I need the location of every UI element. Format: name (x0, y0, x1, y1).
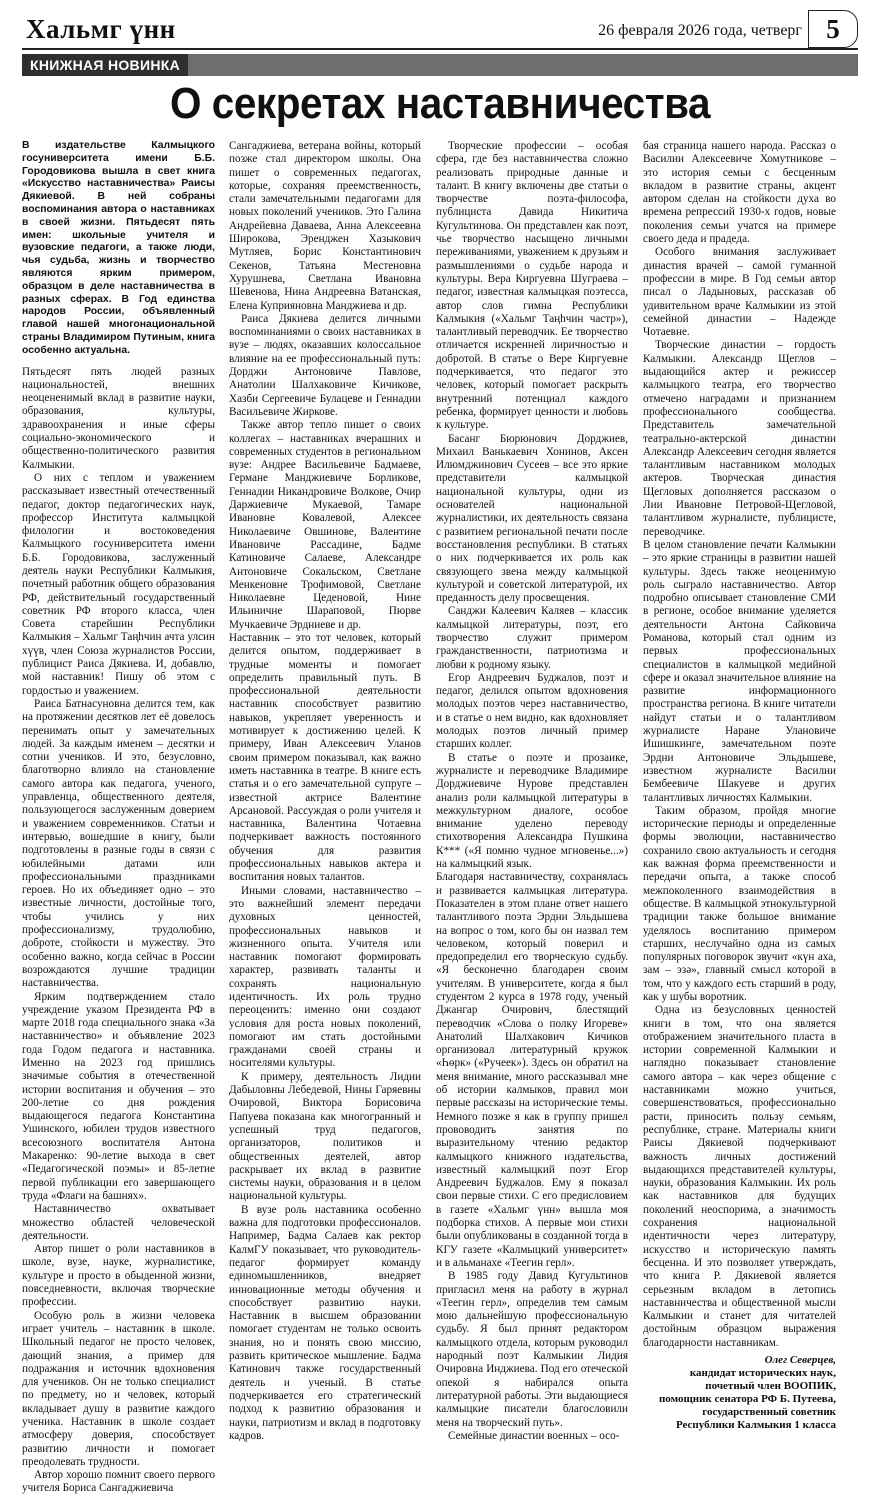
issue-date: 26 февраля 2026 года, четверг (598, 22, 802, 39)
paper-name: Хальмг үнн (26, 14, 176, 44)
author-title: помощник сенатора РФ Б. Путеева, (658, 1393, 836, 1406)
paragraph: О них с теплом и уважением рассказывает известный отечественный педагог, доктор педагогических наук, профессор Института калмыцкой филологии и востоковедения Калмыцкого госуниверситета имени Б.Б. Городовикова, заслуженный деятель науки Республики Калмыкия, почетный работник общего образования РФ, действительный государственный советник РФ второго класса, член Совета старейшин Республики Калмыкия – Хальмг Таңһчин ачта улсин хүүв, член Союза журналистов России, публицист Раиса Дякиева. И, добавлю, мой наставник! Пишу об этом с гордостью и уважением. (22, 471, 215, 697)
paragraph: Автор пишет о роли наставников в школе, вузе, науке, журналистике, культуре и просто в обыденной жизни, повседневности, включая творческие профессии. (22, 1243, 215, 1309)
page-number: 5 (826, 14, 840, 44)
article-headline: О секретах наставничества (169, 79, 711, 128)
paragraph: Автор хорошо помнит своего первого учителя Бориса Сангаджиевича (22, 1469, 215, 1495)
paragraph: Одна из безусловных ценностей книги в том, что она является отображением значительного пласта в истории современной Калмыкии и наглядно показывает становление самого автора – как через общение с наставниками можно учиться, совершенствоваться, профессионально расти, приносить пользу семьям, республике, стране. Материалы книги Раисы Дякиевой подчеркивают важность личных достижений выдающихся представителей культуры, науки, образования Калмыкии. Их роль как наставников для будущих поколений неоспорима, а значимость сохранения национальной идентичности через литературу, искусство и историческую память бесценна. И это позволяет утверждать, что книга Р. Дякиевой является серьезным вкладом в летопись наставничества и общественной мысли Калмыкии и станет для читателей достойным образцом выражения благодарности наставникам. (643, 1004, 836, 1349)
author-title: почетный член ВООПИК, (705, 1380, 836, 1393)
paragraph: бая страница нашего народа. Рассказ о Василии Алексеевиче Хомутникове – это история семьи с бесценным вкладом в развитие страны, акцент автором сделан на стойкости духа во времена репрессий 1930-х годов, новые поколения семьи учатся на примере своего деда и прадеда. (643, 140, 836, 246)
rubric-band (22, 54, 858, 76)
paragraph: Особую роль в жизни человека играет учитель – наставник в школе. Школьный педагог не просто человек, дающий знания, а пример для подражания и источник вдохновения для учеников. Он не только специалист по предмету, но и человек, который вкладывает душу в развитие каждого ученика. Наставник в школе создает атмосферу доверия, способствует развитию личности и помогает преодолевать трудности. (22, 1309, 215, 1468)
paragraph: Особого внимания заслуживает династия врачей – самой гуманной профессии в мире. В Год семьи автор писал о Ладыновых, рассказав об удивительном враче Калмыкии из этой семейной династии – Надежде Чотаевне. (643, 246, 836, 339)
paragraph: Иными словами, наставничество – это важнейший элемент передачи духовных ценностей, профессиональных навыков и жизненного опыта. Учителя или наставник помогают формировать характер, развивать таланты и сохранять национальную идентичность. Их роль трудно переоценить: именно они создают условия для роста новых поколений, помогают им стать достойными гражданами своей страны и носителями культуры. (229, 884, 421, 1070)
author-title: государственный советник Республики Калмыкия 1 класса (675, 1406, 836, 1432)
page-number-tab (808, 10, 858, 48)
paragraph: Санджи Калеевич Каляев – классик калмыцкой литературы, поэт, его творчество служит примером гражданственности, патриотизма и любви к родному языку. (436, 605, 628, 671)
paragraph: Семейные династии военных – осо- (448, 1429, 620, 1442)
author-title: кандидат исторических наук, (689, 1367, 836, 1380)
paragraph: Басанг Бюрюнович Дорджиев, Михаил Ванькаевич Хонинов, Аксен Илюмджинович Сусеев – все это яркие представители калмыцкой национальной культуры, одни из основателей национальной журналистики, их деятельность связана с развитием региональной печати после восстановления республики. В статьях о них подчеркивается их роль как связующего звена между калмыцкой культурой и советской литературой, их преданность делу просвещения. (436, 432, 628, 605)
paragraph: Наставничество охватывает множество областей человеческой деятельности. (22, 1203, 215, 1242)
article-column-1 (22, 140, 215, 1495)
masthead (22, 10, 858, 48)
paragraph: Таким образом, пройдя многие исторические периоды и определенные формы эволюции, наставничество сохранило свою актуальность и сегодня как важная форма преемственности и передачи опыта, а также способ межпоколенного взаимодействия в обществе. В калмыцкой этнокультурной традиции также большое внимание уделялось воспитанию примером старших, неслучайно одна из самых популярных поговорок звучит «күн аха, зам – эзә», главный смысл которой в том, что у каждого есть старший в роду, как у шубы воротник. (643, 804, 836, 1003)
paragraph: Раиса Дякиева делится личными воспоминаниями о своих наставниках в вузе – людях, оказавших колоссальное влияние на ее профессиональный путь: Дорджи Антоновиче Павлове, Анатолии Шалхаковиче Кичикове, Хазби Сергеевиче Булацеве и Геннадии Васильевиче Жиркове. (229, 312, 421, 418)
paragraph: В вузе роль наставника особенно важна для подготовки профессионалов. Например, Бадма Салаев как ректор КалмГУ показывает, что руководитель-педагог формирует команду единомышленников, внедряет инновационные методы обучения и способствует развитию науки. Наставник в высшем образовании помогает студентам не только освоить знания, но и понять свою миссию, развить критическое мышление. Бадма Катинович также государственный деятель и ученый. В статье подчеркивается его стратегический подход к развитию образования и науки, патриотизм и вклад в подготовку кадров. (229, 1203, 421, 1442)
paragraph: Наставник – это тот человек, который делится опытом, поддерживает в трудные моменты и помогает определить правильный путь. В профессиональной деятельности наставник способствует развитию навыков, укрепляет уверенность и мотивирует к достижению целей. К примеру, Иван Алексеевич Уланов своим примером показывал, как важно иметь наставника в театре. В книге есть статья и о его замечательной супруге – известной актрисе Валентине Арсановой. Рассуждая о роли учителя и наставника, Валентина Чотаевна подчеркивает важность постоянного обучения для развития профессиональных навыков актера и воспитания новых талантов. (229, 631, 421, 884)
article-column-2 (229, 140, 421, 1442)
paragraph: Благодаря наставничеству, сохранялась и развивается калмыцкая литература. Показателен в этом плане ответ нашего талантливого поэта Эрдни Эльдышева на вопрос о том, кого бы он назвал тем человеком, который поверил и предопределил его творческую судьбу. «Я бесконечно благодарен своим учителям. В университете, когда я был студентом 2 курса в 1978 году, ученый Джангар Очирович, блестящий переводчик «Слова о полку Игореве» Анатолий Шалхакович Кичиков организовал литературный кружок «Һөрк» («Ручеек»). Здесь он обратил на меня внимание, много рассказывал мне об истории калмыков, правил мои первые рассказы на исторические темы. Немного позже я как в группу пришел прововодить занятия по выразительному чтению редактор калмыцкого книжного издательства, известный калмыцкий поэт Егор Андреевич Буджалов. Ему я показал свои первые стихи. С его предисловием в газете «Хальмг үнн» вышла моя подборка стихов. А первые мои стихи были опубликованы в созданной тогда в КГУ газете «Калмыцкий университет» и в альманахе «Теегин герл». (436, 871, 628, 1269)
article-lead: В издательстве Калмыцкого госуниверситета имени Б.Б. Городовикова вышла в свет книга «Искусство наставничества» Раисы Дякиевой. В ней собраны воспоминания автора о наставниках в своей жизни. Пятьдесят пять имен: школьные учителя и вузовские педагоги, а также люди, чья судьба, жизнь и творчество являются ярким примером, образцом в деле наставничества в разных сферах. В Год единства народов России, объявленный главой нашей многонациональной страны Владимиром Путиным, книга особенно актуальна. (22, 140, 215, 356)
paragraph: В 1985 году Давид Кугультинов пригласил меня на работу в журнал «Теегин герл», определив тем самым мою дальнейшую профессиональную судьбу. Я был принят редактором калмыцкого отдела, которым руководил народный поэт Калмыкии Лидия Очировна Инджиева. Под его отеческой опекой я набирался опыта литературной работы. Эти выдающиеся калмыцкие писатели благословили меня на творческий путь». (436, 1270, 628, 1429)
article-column-4 (643, 140, 836, 1432)
paragraph: К примеру, деятельность Лидии Дабыловны Лебедевой, Нины Гаряевны Очировой, Виктора Борисовича Папуева показана как многогранный и успешный труд педагогов, организаторов, политиков и общественных деятелей, автор раскрывает их вклад в развитие системы науки, образования и в целом национальной культуры. (229, 1070, 421, 1203)
masthead-rule (22, 48, 858, 50)
rubric-label: КНИЖНАЯ НОВИНКА (22, 54, 188, 76)
paragraph: В статье о поэте и прозаике, журналисте и переводчике Владимире Дорджиевиче Нурове представлен анализ роли калмыцкой литературы в межкультурном диалоге, особое внимание уделено переводу стихотворения Александра Пушкина К*** («Я помню чудное мгновенье...») на калмыцкий язык. (436, 751, 628, 871)
author-signature (643, 1354, 836, 1432)
author-name: Олег Северцев, (764, 1354, 836, 1367)
article-column-3 (436, 140, 628, 1442)
paragraph: Творческие профессии – особая сфера, где без наставничества сложно реализовать природные данные и талант. В книгу включены две статьи о творчестве поэта-философа, публициста Давида Никитича Кугультинова. Он представлен как поэт, чье творчество насыщено личными переживаниями, уважением к друзьям и размышлениями о судьбе народа и культуры. Вера Киргуевна Шуграева – педагог, известная калмыцкая поэтесса, автор слов гимна Республики Калмыкия («Хальмг Таңһчин частр»), талантливый переводчик. Ее творчество отличается искренней лиричностью и добротой. В статье о Вере Киргуевне подчеркивается, что педагог это человек, который помогает раскрыть внутренний потенциал каждого ребенка, формирует ценности и любовь к культуре. (436, 140, 628, 432)
paragraph: Ярким подтверждением стало учреждение указом Президента РФ в марте 2018 года специального знака «За наставничество» и объявление 2023 года Годом педагога и наставника. Именно на 2023 год пришлись значимые события в отечественной истории воспитания и обучения – это 200-летие со дня рождения выдающегося педагога Константина Ушинского, юбилеи трудов известного всесоюзного воспитателя Антона Макаренко: 90-летие выхода в свет «Педагогической поэмы» и 85-летие первой публикации его завершающего труда «Флаги на башнях». (22, 990, 215, 1202)
paragraph: В целом становление печати Калмыкии – это яркие страницы в развитии нашей культуры. Здесь также неоценимую роль сыграло наставничество. Автор подробно описывает становление СМИ в регионе, особое внимание уделяется деятельности Антона Сайковича Романова, который стал одним из первых профессиональных специалистов в калмыцкой медийной сфере и оказал значительное влияние на развитие информационного пространства региона. В книге читатели найдут статьи и о талантливом журналисте Наране Улановиче Ишишкинге, замечательном поэте Эрдни Антоновиче Эльдышеве, известном журналисте Василии Бембеевиче Шакуеве и других талантливых личностях Калмыкии. (643, 538, 836, 804)
paragraph: Творческие династии – гордость Калмыкии. Александр Щеглов – выдающийся актер и режиссер калмыцкого театра, его творчество отмечено наградами и признанием профессионального сообщества. Представитель замечательной театрально-актерской династии Александр Алексеевич сегодня является талантливым наставником молодых актеров. Творческая династия Щегловых дополняется рассказом о Лии Ивановне Петровой-Щегловой, талантливом журналисте, публицисте, переводчике. (643, 339, 836, 538)
paragraph: Раиса Батнасуновна делится тем, как на протяжении десятков лет её довелось перенимать опыт у замечательных людей. За каждым именем – десятки и сотни учеников. И это, безусловно, благотворно влияло на становление самого автора как педагога, ученого, управленца, общественного деятеля, пользующегося заслуженным доверием и уважением современников. Статьи и интервью, вошедшие в книгу, были подготовлены в разные годы в связи с юбилейными датами или профессиональными праздниками героев. Но их объединяет одно – это известные личности, достойные того, чтобы учились у них профессионализму, трудолюбию, доброте, стойкости и мужеству. Это особенно важно, когда сейчас в России возрождаются лучшие традиции наставничества. (22, 697, 215, 990)
paragraph: Егор Андреевич Буджалов, поэт и педагог, делился опытом вдохновения молодых поэтов через наставничество, и в статье о нем видно, как вдохновляет молодых поэтов личный пример старших коллег. (436, 671, 628, 751)
paragraph: Пятьдесят пять людей разных национальностей, внешних неоцененимый вклад в развитие науки, образования, культуры, здравоохранения и иные сферы социально-экономического и общественно-политического развития Калмыкии. (22, 365, 215, 471)
paragraph: Также автор тепло пишет о своих коллегах – наставниках вчерашних и современных студентов в региональном вузе: Андрее Васильевиче Бадмаеве, Германе Манджиевиче Борликове, Геннадии Никандровиче Волкове, Очир Даржиевиче Мукаевой, Тамаре Ивановне Ковалевой, Алексее Николаевиче Овшинове, Валентине Ивановиче Рассадине, Бадме Катиновиче Салаеве, Александре Антоновиче Сокальском, Светлане Менкеновне Трофимовой, Светлане Николаевне Цеденовой, Нине Ильиничне Шараповой, Пюрве Мучкаевиче Эрдниеве и др. (229, 419, 421, 631)
paragraph: Сангаджиева, ветерана войны, который позже стал директором школы. Она пишет о современных педагогах, которые, сохраняя преемственность, стали замечательными педагогами для новых поколений учеников. Это Галина Андрейевна Даваева, Анна Алексеевна Широкова, Эренджен Хазыкович Мутляев, Борис Константинович Секенов, Татьяна Местеновна Хурушнева, Светлана Ивановна Шевенова, Нина Андреевна Ватанская, Елена Куприяновна Манджиева и др. (229, 140, 421, 312)
